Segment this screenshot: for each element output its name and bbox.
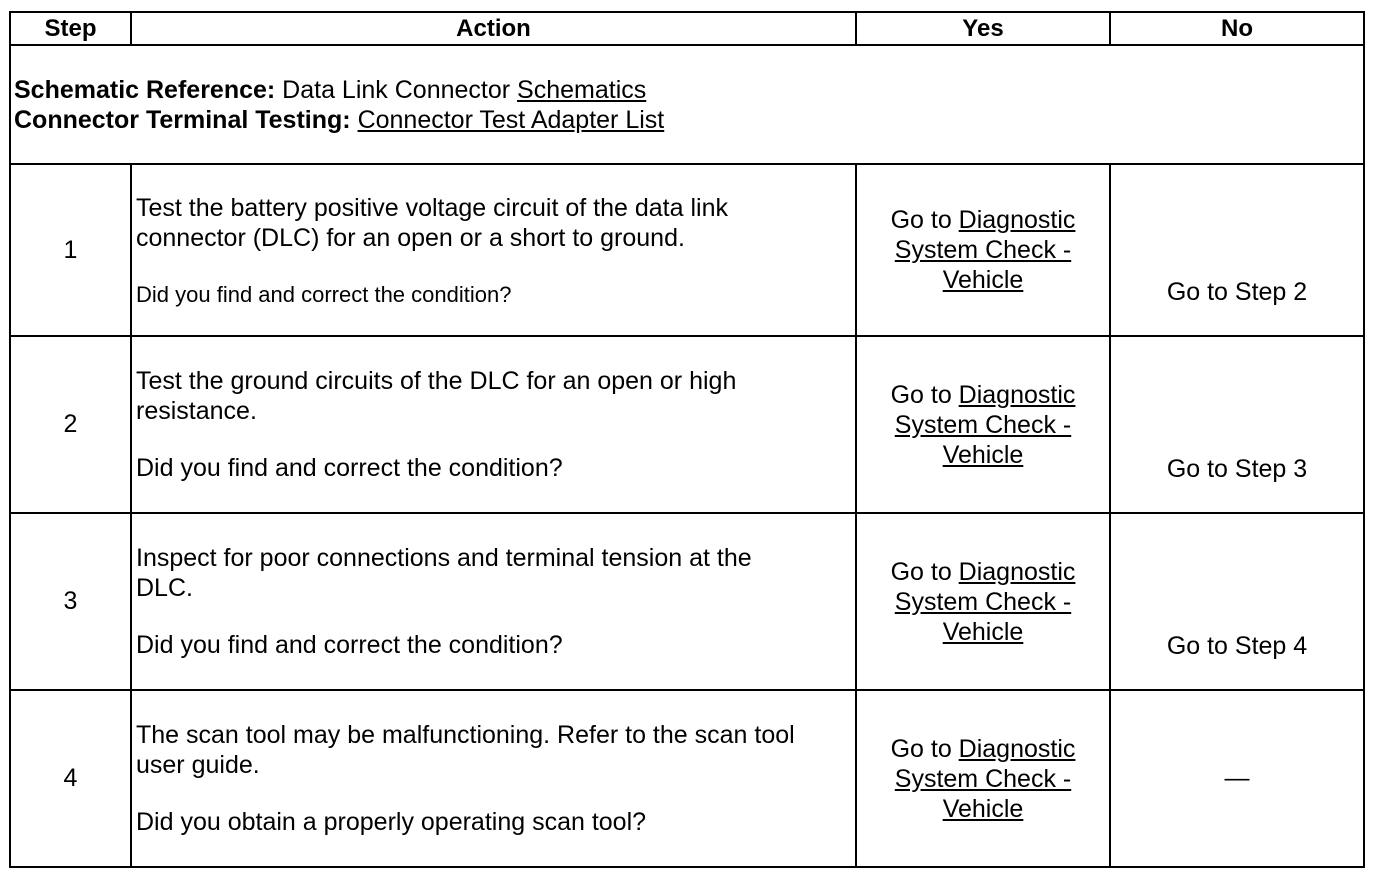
action-cell [131, 513, 856, 690]
no-cell [1110, 336, 1364, 513]
yes-cell [856, 336, 1110, 513]
table-row [10, 164, 1364, 336]
yes-prefix: Go to [890, 206, 959, 234]
yes-cell [856, 690, 1110, 867]
no-action: Go to Step 2 [1166, 278, 1308, 306]
header-yes: Yes [856, 12, 1110, 45]
diagnostic-system-check-link[interactable]: Vehicle [942, 266, 1024, 294]
no-cell [1110, 513, 1364, 690]
yes-prefix: Go to [890, 557, 959, 586]
header-action: Action [131, 12, 856, 45]
diagnostic-system-check-link[interactable]: System Check - [894, 587, 1072, 616]
action-cell [131, 336, 856, 513]
action-cell [131, 164, 856, 336]
action-text: Test the ground circuits of the DLC for an open or high [136, 367, 737, 395]
no-cell [1110, 690, 1364, 867]
diagnostic-system-check-link[interactable]: System Check - [894, 236, 1072, 264]
reference-cell [10, 45, 1364, 164]
table-row [10, 513, 1364, 690]
schematic-reference-text: Data Link Connector [275, 75, 518, 104]
action-text: DLC. [136, 574, 193, 602]
action-text: connector (DLC) for an open or a short to ground. [136, 224, 685, 252]
action-question: Did you find and correct the condition? [136, 454, 563, 482]
action-cell [131, 690, 856, 867]
schematic-reference [14, 75, 1363, 105]
step-number: 1 [10, 164, 131, 336]
connector-test-adapter-list-link[interactable]: Connector Test Adapter List [357, 105, 665, 134]
step-number: 2 [10, 336, 131, 513]
diagnostic-table [9, 11, 1365, 868]
header-row [10, 12, 1364, 45]
table-row [10, 690, 1364, 867]
diagnostic-system-check-link[interactable]: Diagnostic [958, 734, 1076, 763]
table-row [10, 336, 1364, 513]
no-action: Go to Step 3 [1166, 455, 1308, 483]
action-text: resistance. [136, 397, 257, 425]
schematic-reference-label: Schematic Reference: [14, 75, 276, 104]
yes-prefix: Go to [890, 734, 959, 763]
yes-cell [856, 164, 1110, 336]
no-action: Go to Step 4 [1166, 632, 1308, 660]
terminal-testing-text [351, 106, 358, 134]
action-question: Did you obtain a properly operating scan tool? [136, 808, 647, 836]
terminal-testing-label: Connector Terminal Testing: [14, 105, 351, 134]
diagnostic-system-check-link[interactable]: Diagnostic [958, 206, 1076, 234]
no-action-dash: — [1224, 764, 1250, 792]
diagnostic-system-check-link[interactable]: System Check - [894, 764, 1072, 793]
action-text: user guide. [136, 751, 260, 779]
action-question: Did you find and correct the condition? [136, 282, 512, 307]
header-no: No [1110, 12, 1364, 45]
diagnostic-system-check-link[interactable]: Vehicle [942, 794, 1024, 823]
connector-terminal-testing [14, 105, 1363, 135]
step-number: 4 [10, 690, 131, 867]
action-text: Test the battery positive voltage circuit of the data link [136, 194, 728, 222]
reference-row [10, 45, 1364, 164]
schematics-link[interactable]: Schematics [517, 75, 647, 104]
no-cell [1110, 164, 1364, 336]
step-number: 3 [10, 513, 131, 690]
diagnostic-system-check-link[interactable]: Vehicle [942, 440, 1024, 469]
action-question: Did you find and correct the condition? [136, 631, 563, 659]
action-text: Inspect for poor connections and terminal tension at the [136, 544, 752, 572]
action-text: The scan tool may be malfunctioning. Refer to the scan tool [136, 721, 795, 749]
yes-cell [856, 513, 1110, 690]
diagnostic-system-check-link[interactable]: Diagnostic [958, 557, 1076, 586]
diagnostic-system-check-link[interactable]: Diagnostic [958, 380, 1076, 409]
yes-prefix: Go to [890, 380, 959, 409]
diagnostic-system-check-link[interactable]: Vehicle [942, 617, 1024, 646]
header-step: Step [10, 12, 131, 45]
diagnostic-system-check-link[interactable]: System Check - [894, 410, 1072, 439]
